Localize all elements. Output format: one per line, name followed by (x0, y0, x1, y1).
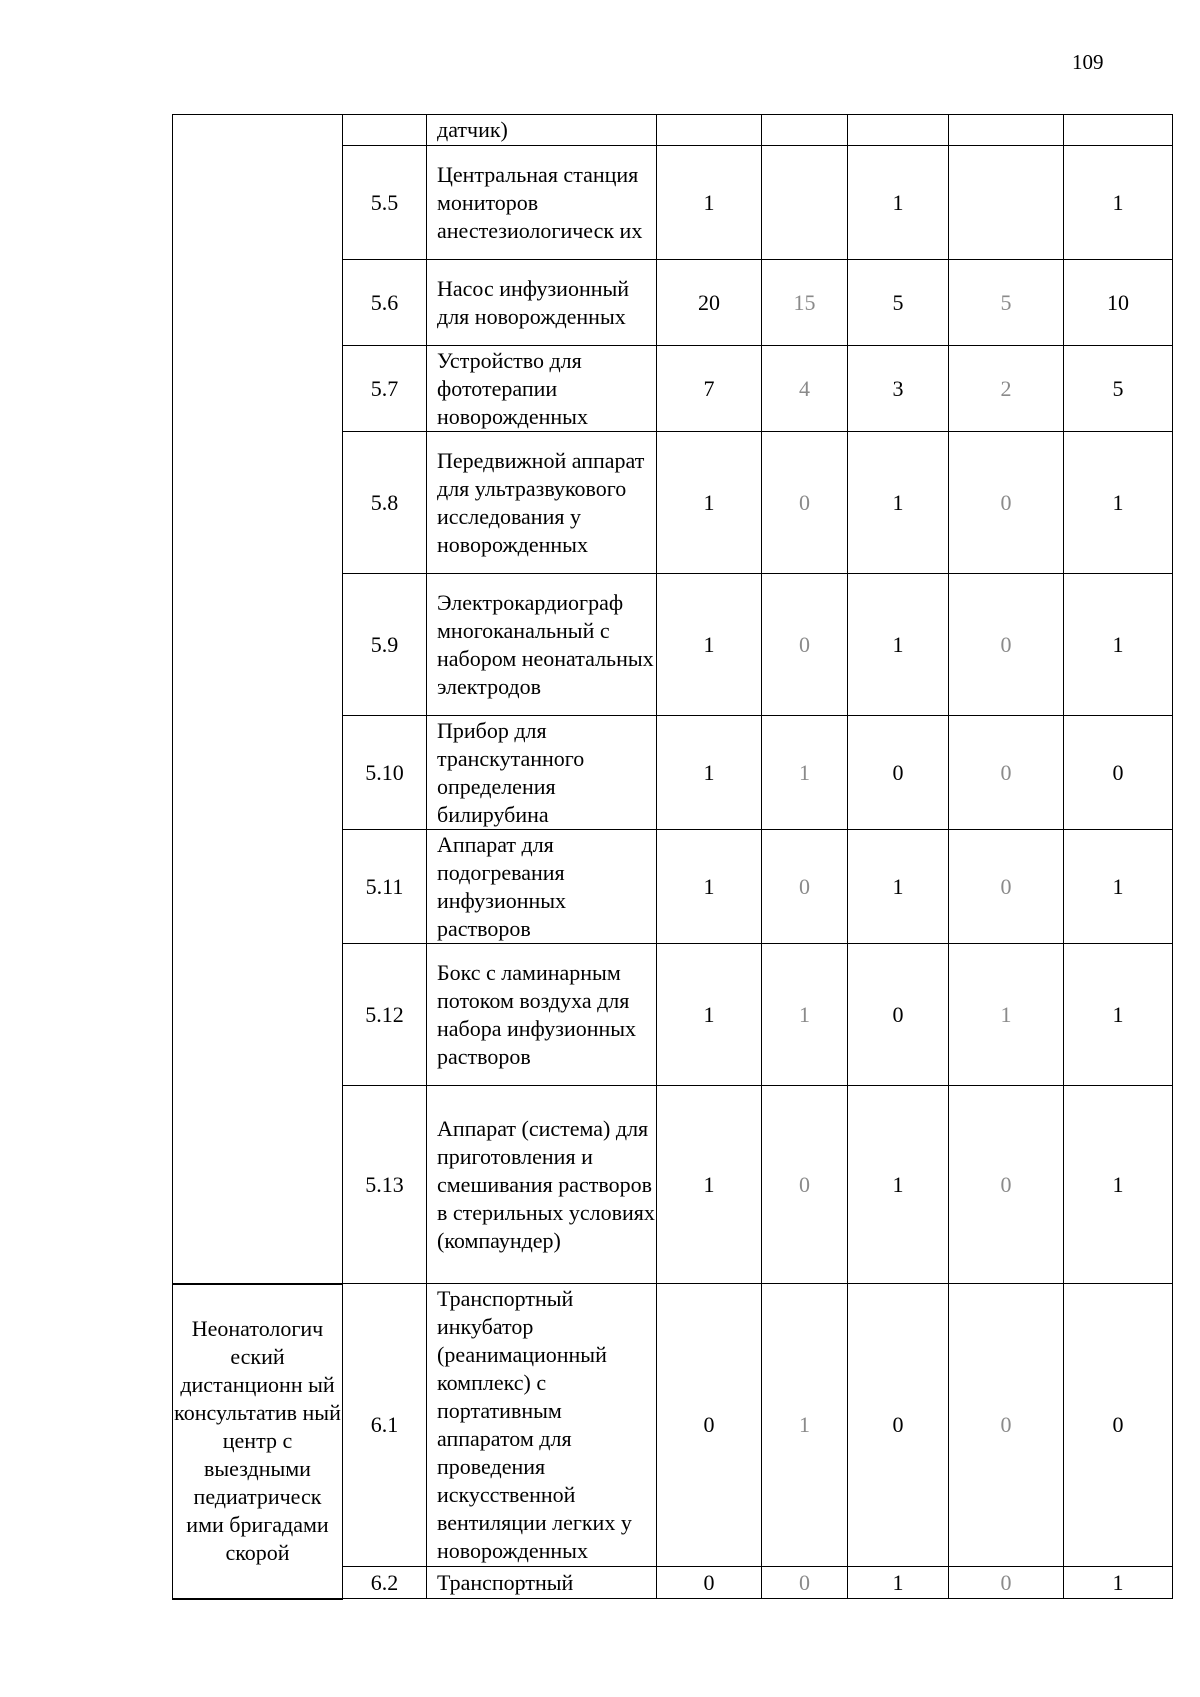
value-cell-4: 0 (949, 1086, 1064, 1284)
value-cell-4: 1 (949, 944, 1064, 1086)
equipment-name: Аппарат для подогревания инфузионных растворов (427, 830, 657, 944)
value-cell-2: 15 (762, 260, 848, 346)
value-cell-5: 1 (1064, 1086, 1173, 1284)
value-cell-5: 0 (1064, 716, 1173, 830)
value-cell-4: 0 (949, 574, 1064, 716)
value-cell-1: 1 (657, 944, 762, 1086)
group-cell-5 (173, 115, 343, 1284)
equipment-name: Прибор для транскутанного определения билирубина (427, 716, 657, 830)
value-cell-2: 0 (762, 1567, 848, 1599)
value-cell-1: 1 (657, 716, 762, 830)
row-number: 5.12 (343, 944, 427, 1086)
value-cell-1: 7 (657, 346, 762, 432)
equipment-name: датчик) (427, 115, 657, 146)
table-row (173, 1284, 1173, 1567)
row-number: 5.6 (343, 260, 427, 346)
value-cell-3: 3 (848, 346, 949, 432)
row-number: 6.2 (343, 1567, 427, 1599)
value-cell-5: 10 (1064, 260, 1173, 346)
value-cell-2: 1 (762, 944, 848, 1086)
value-cell-5: 1 (1064, 944, 1173, 1086)
value-cell-4 (949, 115, 1064, 146)
row-number: 5.10 (343, 716, 427, 830)
value-cell-5: 1 (1064, 146, 1173, 260)
value-cell-5 (1064, 115, 1173, 146)
row-number: 5.9 (343, 574, 427, 716)
equipment-name: Транспортный инкубатор (реанимационный комплекс) с портативным аппаратом для проведения искусственной вентиляции легких у новорожденных (427, 1284, 657, 1567)
value-cell-1: 1 (657, 1086, 762, 1284)
value-cell-1 (657, 115, 762, 146)
value-cell-2: 0 (762, 1086, 848, 1284)
value-cell-4: 0 (949, 716, 1064, 830)
row-number: 5.11 (343, 830, 427, 944)
row-number: 5.8 (343, 432, 427, 574)
equipment-name: Насос инфузионный для новорожденных (427, 260, 657, 346)
value-cell-2: 1 (762, 716, 848, 830)
row-number: 5.7 (343, 346, 427, 432)
value-cell-5: 1 (1064, 574, 1173, 716)
value-cell-5: 5 (1064, 346, 1173, 432)
value-cell-5: 1 (1064, 432, 1173, 574)
equipment-name: Бокс с ламинарным потоком воздуха для набора инфузионных растворов (427, 944, 657, 1086)
value-cell-2: 0 (762, 432, 848, 574)
value-cell-4: 0 (949, 830, 1064, 944)
equipment-table (172, 114, 1173, 1600)
value-cell-4: 2 (949, 346, 1064, 432)
value-cell-3: 1 (848, 1567, 949, 1599)
value-cell-1: 0 (657, 1567, 762, 1599)
value-cell-3 (848, 115, 949, 146)
value-cell-2: 1 (762, 1284, 848, 1567)
equipment-name: Транспортный (427, 1567, 657, 1599)
value-cell-4: 5 (949, 260, 1064, 346)
value-cell-5: 1 (1064, 1567, 1173, 1599)
value-cell-3: 1 (848, 146, 949, 260)
value-cell-4 (949, 146, 1064, 260)
row-number (343, 115, 427, 146)
equipment-name: Центральная станция мониторов анестезиологическ их (427, 146, 657, 260)
value-cell-2: 4 (762, 346, 848, 432)
equipment-name: Электрокардиограф многоканальный с набором неонатальных электродов (427, 574, 657, 716)
value-cell-3: 0 (848, 1284, 949, 1567)
value-cell-2: 0 (762, 574, 848, 716)
value-cell-1: 20 (657, 260, 762, 346)
value-cell-4: 0 (949, 1567, 1064, 1599)
value-cell-1: 1 (657, 146, 762, 260)
equipment-name: Устройство для фототерапии новорожденных (427, 346, 657, 432)
value-cell-1: 1 (657, 574, 762, 716)
value-cell-3: 1 (848, 432, 949, 574)
value-cell-4: 0 (949, 1284, 1064, 1567)
value-cell-3: 5 (848, 260, 949, 346)
value-cell-3: 1 (848, 574, 949, 716)
value-cell-2: 0 (762, 830, 848, 944)
value-cell-1: 0 (657, 1284, 762, 1567)
equipment-name: Передвижной аппарат для ультразвукового исследования у новорожденных (427, 432, 657, 574)
value-cell-5: 0 (1064, 1284, 1173, 1567)
value-cell-1: 1 (657, 432, 762, 574)
value-cell-5: 1 (1064, 830, 1173, 944)
value-cell-3: 1 (848, 830, 949, 944)
row-number: 6.1 (343, 1284, 427, 1567)
page-number: 109 (1072, 50, 1104, 74)
equipment-name: Аппарат (система) для приготовления и смешивания растворов в стерильных условиях (компаундер) (427, 1086, 657, 1284)
value-cell-4: 0 (949, 432, 1064, 574)
value-cell-1: 1 (657, 830, 762, 944)
group-cell-6: Неонатологич еский дистанционн ый консультатив ный центр с выездными педиатрическ ими бригадами скорой (173, 1284, 343, 1599)
value-cell-3: 1 (848, 1086, 949, 1284)
table-row (173, 115, 1173, 146)
value-cell-2 (762, 146, 848, 260)
row-number: 5.5 (343, 146, 427, 260)
value-cell-3: 0 (848, 944, 949, 1086)
value-cell-2 (762, 115, 848, 146)
row-number: 5.13 (343, 1086, 427, 1284)
value-cell-3: 0 (848, 716, 949, 830)
